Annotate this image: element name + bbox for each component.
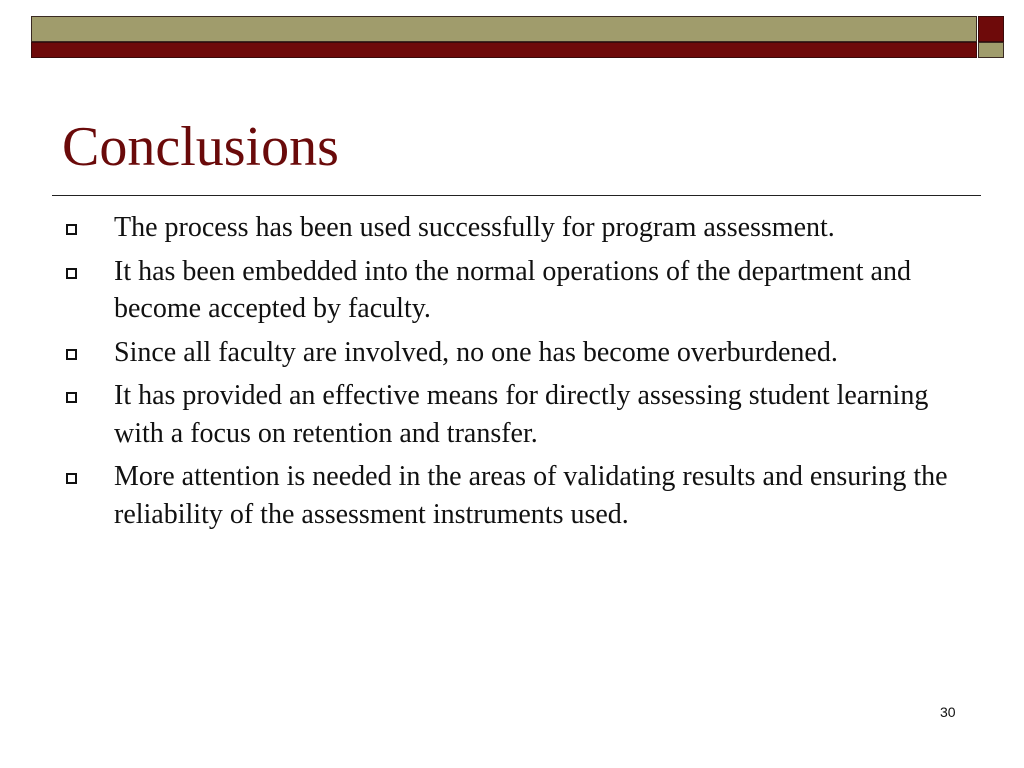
bullet-list <box>62 209 972 539</box>
corner-square-maroon <box>978 16 1004 42</box>
bullet-item <box>62 209 972 247</box>
bullet-text: It has provided an effective means for directly assessing student learning with a focus on retention and transfer. <box>114 380 929 449</box>
header-band-maroon <box>31 42 977 58</box>
header-band-olive <box>31 16 977 42</box>
hollow-square-icon <box>66 473 77 484</box>
hollow-square-icon <box>66 349 77 360</box>
hollow-square-icon <box>66 392 77 403</box>
bullet-item <box>62 334 972 372</box>
corner-square-olive <box>978 42 1004 58</box>
bullet-text: It has been embedded into the normal operations of the department and become accepted by faculty. <box>114 255 911 324</box>
bullet-text: More attention is needed in the areas of validating results and ensuring the reliability of the assessment instruments used. <box>114 461 948 530</box>
hollow-square-icon <box>66 268 77 279</box>
slide-number: 30 <box>940 704 956 720</box>
bullet-item <box>62 377 972 452</box>
hollow-square-icon <box>66 224 77 235</box>
bullet-text: The process has been used successfully for program assessment. <box>114 212 835 243</box>
title-divider <box>52 195 981 196</box>
bullet-item <box>62 253 972 328</box>
bullet-item <box>62 458 972 533</box>
bullet-text: Since all faculty are involved, no one has become overburdened. <box>114 336 838 368</box>
slide-title: Conclusions <box>62 116 339 178</box>
